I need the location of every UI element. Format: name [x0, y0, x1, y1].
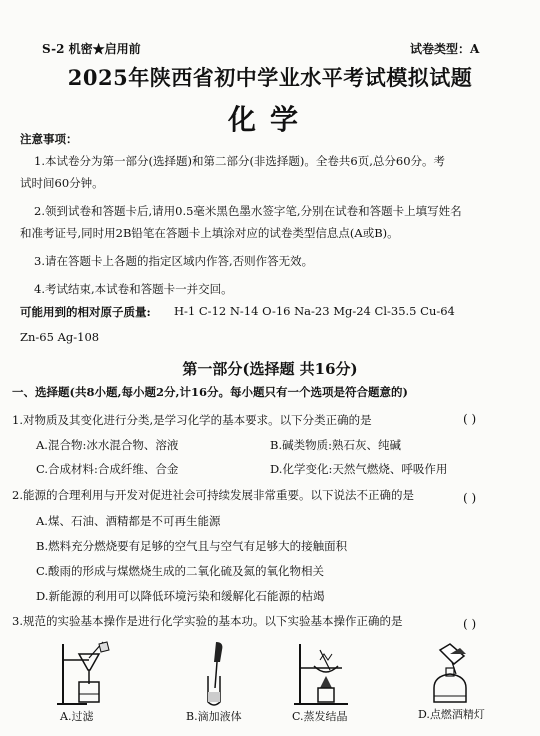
- question-2-option-d: D.新能源的利用可以降低环境污染和缓解化石能源的枯竭: [36, 589, 325, 603]
- exam-title: 2025年陕西省初中学业水平考试模拟试题: [67, 65, 473, 90]
- atomic-mass-heading: 可能用到的相对原子质量:: [20, 305, 151, 319]
- question-2-option-b: B.燃料充分燃烧要有足够的空气且与空气有足够大的接触面积: [36, 539, 348, 553]
- notice-item-2-cont: 和准考证号,同时用2B铅笔在答题卡上填涂对应的试卷类型信息点(A或B)。: [20, 226, 399, 240]
- alcohol-lamp-figure: [420, 640, 480, 708]
- figure-c-label: C.蒸发结晶: [292, 710, 348, 723]
- question-3-answer-paren: ( ): [463, 617, 477, 631]
- question-1-answer-paren: ( ): [463, 412, 477, 426]
- atomic-mass-values: H-1 C-12 N-14 O-16 Na-23 Mg-24 Cl-35.5 Cu-64: [174, 304, 455, 318]
- question-1-option-d: D.化学变化:天然气燃烧、呼吸作用: [270, 462, 448, 476]
- atomic-mass-values-cont: Zn-65 Ag-108: [20, 330, 100, 344]
- question-1-stem: 1.对物质及其变化进行分类,是学习化学的基本要求。以下分类正确的是: [12, 413, 372, 427]
- figure-a-label: A.过滤: [60, 710, 94, 723]
- notice-item-1: 1.本试卷分为第一部分(选择题)和第二部分(非选择题)。全卷共6页,总分60分。考: [34, 154, 446, 168]
- confidential-label: S-2 机密★启用前: [42, 42, 141, 56]
- question-3-stem: 3.规范的实验基本操作是进行化学实验的基本功。以下实验基本操作正确的是: [12, 614, 403, 628]
- subject-title: 化学: [227, 103, 312, 136]
- question-2-answer-paren: ( ): [463, 491, 477, 505]
- question-2-option-a: A.煤、石油、酒精都是不可再生能源: [36, 514, 221, 528]
- part1-title: 第一部分(选择题 共16分): [182, 360, 358, 378]
- filtration-figure: [55, 640, 115, 708]
- notice-item-3: 3.请在答题卡上各题的指定区域内作答,否则作答无效。: [34, 254, 314, 268]
- figure-d-label: D.点燃酒精灯: [418, 708, 485, 721]
- question-2-option-c: C.酸雨的形成与煤燃烧生成的二氧化硫及氮的氧化物相关: [36, 564, 325, 578]
- paper-type-label: 试卷类型：A: [410, 42, 480, 56]
- question-2-stem: 2.能源的合理利用与开发对促进社会可持续发展非常重要。以下说法不正确的是: [12, 488, 414, 502]
- question-1-option-b: B.碱类物质:熟石灰、纯碱: [270, 438, 401, 452]
- evaporation-figure: [290, 640, 356, 708]
- notice-item-1-cont: 试时间60分钟。: [20, 176, 104, 190]
- figure-b-label: B.滴加液体: [186, 710, 242, 723]
- section-heading: 一、选择题(共8小题,每小题2分,计16分。每小题只有一个选项是符合题意的): [12, 385, 408, 399]
- notice-item-2: 2.领到试卷和答题卡后,请用0.5毫米黑色墨水签字笔,分别在试卷和答题卡上填写姓名: [34, 204, 462, 218]
- notice-item-4: 4.考试结束,本试卷和答题卡一并交回。: [34, 282, 233, 296]
- question-1-option-c: C.合成材料:合成纤维、合金: [36, 462, 179, 476]
- notice-heading: 注意事项：: [20, 132, 78, 146]
- dropper-figure: [190, 640, 240, 708]
- question-1-option-a: A.混合物:冰水混合物、溶液: [36, 438, 179, 452]
